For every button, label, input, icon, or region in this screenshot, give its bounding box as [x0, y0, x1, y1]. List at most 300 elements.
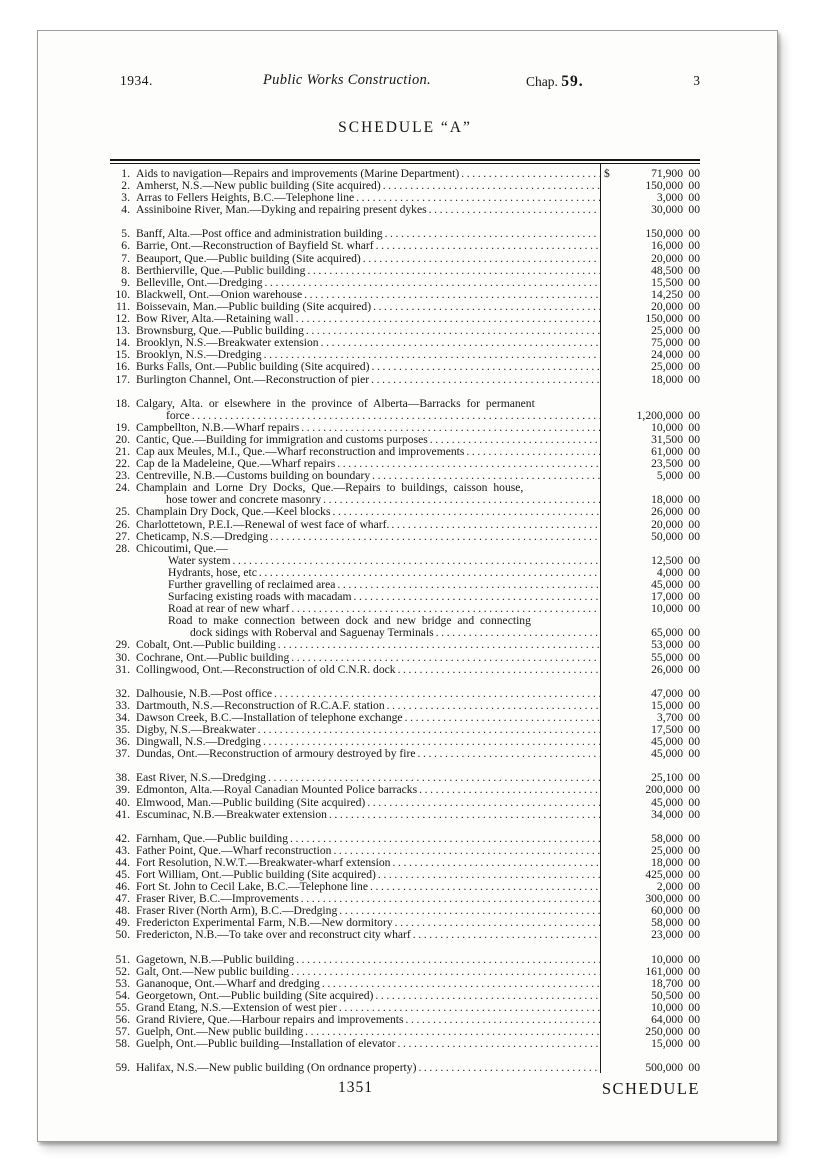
row-number: 21.	[115, 444, 130, 458]
row-cents: 00	[688, 578, 700, 591]
row-number: 36.	[115, 735, 130, 749]
table-row	[110, 591, 700, 603]
row-description-cell	[130, 398, 601, 410]
table-row	[110, 724, 700, 736]
row-amount: 300,000	[645, 892, 683, 906]
row-description-cell	[130, 470, 601, 482]
row-amount: 150,000	[645, 312, 683, 326]
dot-leader-icon	[392, 857, 600, 869]
row-amount: 45,000	[651, 735, 683, 749]
row-cents: 00	[688, 251, 700, 265]
row-amount: 25,000	[651, 324, 683, 338]
row-amount-cell	[601, 204, 700, 216]
table-row	[110, 579, 700, 591]
row-description-cell	[130, 374, 601, 386]
row-cents: 00	[688, 735, 700, 749]
row-number: 45.	[115, 867, 130, 881]
row-number: 56.	[115, 1013, 130, 1026]
dot-leader-icon	[383, 180, 600, 192]
row-amount-cell	[601, 1062, 700, 1074]
dot-leader-icon	[356, 192, 600, 204]
row-amount: 18,000	[651, 493, 683, 507]
row-amount-cell	[601, 978, 700, 990]
row-description-cell	[130, 1026, 601, 1038]
dot-leader-icon	[419, 784, 600, 796]
row-description-cell	[130, 615, 601, 627]
row-description-cell	[130, 446, 601, 458]
row-description-cell	[130, 917, 601, 929]
dot-leader-icon	[354, 591, 600, 603]
row-amount-cell	[601, 1038, 700, 1050]
row-cents: 00	[688, 723, 700, 737]
row-description: dock sidings with Roberval and Saguenay Terminals	[190, 627, 434, 640]
row-cents: 00	[688, 638, 700, 652]
row-number: 35.	[115, 723, 130, 737]
row-number: 6.	[121, 239, 130, 253]
dot-leader-icon	[429, 204, 600, 216]
dot-leader-icon	[385, 228, 600, 240]
dot-leader-icon	[398, 664, 600, 676]
row-cents: 00	[688, 892, 700, 906]
row-amount: 14,250	[651, 287, 683, 301]
row-cents: 00	[688, 747, 700, 761]
row-number: 57.	[115, 1025, 130, 1039]
row-number: 41.	[115, 807, 130, 821]
table-row	[110, 809, 700, 821]
row-description-cell	[130, 555, 601, 567]
row-description: Farnham, Que.—Public building	[136, 832, 288, 845]
row-number: 46.	[115, 880, 130, 894]
row-description: Banff, Alta.—Post office and administration building	[136, 228, 383, 241]
row-description: Dawson Creek, B.C.—Installation of telephone exchange	[136, 711, 403, 724]
row-cents: 00	[688, 698, 700, 712]
row-amount: 58,000	[651, 831, 683, 845]
table-row	[110, 228, 700, 240]
row-description: Cap aux Meules, M.I., Que.—Wharf reconstruction and improvements	[136, 445, 465, 458]
row-cents: 00	[688, 686, 700, 700]
row-description: hose tower and concrete masonry	[166, 494, 322, 507]
table-row	[110, 772, 700, 784]
row-description: East River, N.S.—Dredging	[136, 772, 266, 785]
row-amount: 30,000	[651, 203, 683, 217]
row-amount: 20,000	[651, 517, 683, 531]
row-description-cell	[130, 1038, 601, 1050]
row-cents: 00	[688, 916, 700, 930]
row-cents: 00	[688, 904, 700, 918]
row-description: Burks Falls, Ont.—Public building (Site acquired)	[136, 361, 370, 374]
row-amount: 17,000	[651, 590, 683, 604]
row-amount-cell	[601, 833, 700, 845]
row-description: Fredericton Experimental Farm, N.B.—New dormitory	[136, 917, 393, 930]
row-number: 39.	[115, 783, 130, 797]
row-amount: 18,000	[651, 372, 683, 386]
row-amount-cell	[601, 240, 700, 252]
dot-leader-icon	[291, 966, 600, 978]
row-cents: 00	[688, 348, 700, 362]
dot-leader-icon	[274, 688, 600, 700]
row-description-cell	[130, 240, 601, 252]
row-description: Guelph, Ont.—New public building	[136, 1026, 304, 1039]
dot-leader-icon	[301, 422, 600, 434]
table-row	[110, 966, 700, 978]
row-description-cell	[130, 748, 601, 760]
row-amount-cell	[601, 519, 700, 531]
row-description-cell	[130, 192, 601, 204]
table-row	[110, 482, 700, 494]
row-description: Cap de la Madeleine, Que.—Wharf repairs	[136, 458, 336, 471]
row-amount-cell	[601, 700, 700, 712]
dot-leader-icon	[391, 519, 600, 531]
row-cents: 00	[688, 432, 700, 446]
table-row	[110, 180, 700, 192]
row-description: Blackwell, Ont.—Onion warehouse	[136, 288, 303, 301]
row-description-cell	[130, 289, 601, 301]
row-cents: 00	[688, 275, 700, 289]
row-cents: 00	[688, 408, 700, 422]
dot-leader-icon	[305, 1026, 600, 1038]
row-description-cell	[130, 639, 601, 651]
row-description-cell	[130, 784, 601, 796]
row-amount-cell	[601, 265, 700, 277]
row-cents: 00	[688, 867, 700, 881]
table-row	[110, 700, 700, 712]
row-cents: 00	[688, 179, 700, 193]
row-amount: 250,000	[645, 1025, 683, 1039]
dot-leader-icon	[395, 917, 600, 929]
dot-leader-icon	[332, 506, 600, 518]
row-number: 26.	[115, 517, 130, 531]
dot-leader-icon	[375, 990, 600, 1002]
table-row	[110, 990, 700, 1002]
row-number: 22.	[115, 457, 130, 471]
dot-leader-icon	[278, 639, 600, 651]
table-row	[110, 543, 700, 555]
row-amount-cell	[601, 639, 700, 651]
row-number: 42.	[115, 831, 130, 845]
row-cents: 00	[688, 650, 700, 664]
table-row	[110, 615, 700, 627]
row-amount: 150,000	[645, 179, 683, 193]
table-row	[110, 567, 700, 579]
row-number: 50.	[115, 928, 130, 942]
row-description: Cheticamp, N.S.—Dredging	[136, 530, 269, 543]
dot-leader-icon	[323, 494, 600, 506]
dot-leader-icon	[405, 712, 600, 724]
row-description: Assiniboine River, Man.—Dyking and repairing present dykes	[136, 204, 427, 217]
dot-leader-icon	[373, 301, 600, 313]
table-row	[110, 652, 700, 664]
table-row	[110, 929, 700, 941]
table-row	[110, 905, 700, 917]
row-description: Dingwall, N.S.—Dredging	[136, 736, 261, 749]
row-number: 1.	[121, 167, 130, 180]
row-number: 43.	[115, 843, 130, 857]
row-description-cell	[130, 845, 601, 857]
row-number: 48.	[115, 904, 130, 918]
row-description: Cantic, Que.—Building for immigration and customs purposes	[136, 433, 428, 446]
row-cents: 00	[688, 783, 700, 797]
row-amount: 23,000	[651, 928, 683, 942]
row-description-cell	[130, 482, 601, 494]
header-running-title: Public Works Construction.	[263, 72, 431, 88]
dot-leader-icon	[339, 905, 600, 917]
row-amount-cell	[601, 458, 700, 470]
row-amount-cell	[601, 869, 700, 881]
row-description: Fort William, Ont.—Public building (Site acquired)	[136, 868, 376, 881]
row-description-cell	[130, 688, 601, 700]
row-description: Guelph, Ont.—Public building—Installation of elevator	[136, 1038, 396, 1051]
table-row	[110, 797, 700, 809]
dot-leader-icon	[296, 313, 600, 325]
row-amount-cell	[601, 470, 700, 482]
row-description: force	[166, 409, 190, 422]
row-number: 5.	[121, 227, 130, 241]
dot-leader-icon	[264, 349, 600, 361]
footer-catchword: SCHEDULE	[601, 1079, 700, 1099]
row-amount: 25,100	[651, 771, 683, 785]
row-amount-cell	[601, 361, 700, 373]
row-cents: 00	[688, 505, 700, 519]
row-description: Fraser River (North Arm), B.C.—Dredging	[136, 905, 338, 918]
row-cents: 00	[688, 203, 700, 217]
row-description-cell	[130, 458, 601, 470]
row-amount: 24,000	[651, 348, 683, 362]
row-description: Gananoque, Ont.—Wharf and dredging	[136, 977, 320, 990]
row-amount-cell	[601, 603, 700, 615]
row-number: 53.	[115, 976, 130, 990]
row-number: 59.	[115, 1061, 130, 1075]
row-amount: 55,000	[651, 650, 683, 664]
table-row	[110, 434, 700, 446]
table-row	[110, 627, 700, 639]
table-row	[110, 845, 700, 857]
dot-leader-icon	[268, 772, 600, 784]
row-amount: 10,000	[651, 420, 683, 434]
dot-leader-icon	[339, 1002, 600, 1014]
table-row	[110, 531, 700, 543]
row-description-cell	[130, 1002, 601, 1014]
row-cents: 00	[688, 843, 700, 857]
row-description-cell	[130, 712, 601, 724]
table-row	[110, 748, 700, 760]
row-cents: 00	[688, 964, 700, 978]
row-description-cell	[130, 410, 601, 422]
row-amount: 26,000	[651, 662, 683, 676]
row-description: Calgary, Alta. or elsewhere in the province of Alberta—Barracks for permanent	[136, 397, 535, 410]
table-row	[110, 833, 700, 845]
row-number: 37.	[115, 747, 130, 761]
row-description-cell	[130, 567, 601, 579]
table-row	[110, 555, 700, 567]
row-description: Galt, Ont.—New public building	[136, 965, 289, 978]
row-amount-cell	[601, 748, 700, 760]
table-row	[110, 639, 700, 651]
row-number: 16.	[115, 360, 130, 374]
row-description-cell	[130, 627, 601, 639]
row-amount-cell	[601, 531, 700, 543]
row-cents: 00	[688, 855, 700, 869]
row-description: Boissevain, Man.—Public building (Site acquired)	[136, 300, 372, 313]
row-description: Brooklyn, N.S.—Breakwater extension	[136, 337, 319, 350]
row-amount: 31,500	[651, 432, 683, 446]
row-description-cell	[130, 579, 601, 591]
row-description: Collingwood, Ont.—Reconstruction of old C.N.R. dock	[136, 663, 396, 676]
row-description: Amherst, N.S.—New public building (Site acquired)	[136, 180, 381, 193]
row-description-cell	[130, 652, 601, 664]
table-row	[110, 1002, 700, 1014]
row-number: 20.	[115, 432, 130, 446]
table-row	[110, 265, 700, 277]
row-description: Father Point, Que.—Wharf reconstruction	[136, 844, 332, 857]
row-number: 13.	[115, 324, 130, 338]
row-description: Barrie, Ont.—Reconstruction of Bayfield St. wharf	[136, 240, 374, 253]
dot-leader-icon	[413, 929, 600, 941]
row-description-cell	[130, 301, 601, 313]
dot-leader-icon	[367, 797, 600, 809]
dot-leader-icon	[296, 954, 600, 966]
dot-leader-icon	[387, 700, 600, 712]
dot-leader-icon	[333, 845, 600, 857]
row-number: 12.	[115, 312, 130, 326]
table-row	[110, 1038, 700, 1050]
row-number: 44.	[115, 855, 130, 869]
row-description-cell	[130, 361, 601, 373]
row-amount: 75,000	[651, 336, 683, 350]
row-cents: 00	[688, 336, 700, 350]
row-amount-cell	[601, 410, 700, 422]
row-description-cell	[130, 929, 601, 941]
table-row	[110, 869, 700, 881]
dot-leader-icon	[322, 978, 600, 990]
row-amount-cell	[601, 784, 700, 796]
row-amount: 161,000	[645, 964, 683, 978]
table-row	[110, 349, 700, 361]
row-cents: 00	[688, 976, 700, 990]
row-number: 30.	[115, 650, 130, 664]
row-cents: 00	[688, 710, 700, 724]
table-row	[110, 325, 700, 337]
row-cents: 00	[688, 928, 700, 942]
row-description-cell	[130, 531, 601, 543]
table-row	[110, 398, 700, 410]
table-row	[110, 253, 700, 265]
row-description-cell	[130, 277, 601, 289]
row-description-cell	[130, 833, 601, 845]
row-description-cell	[130, 180, 601, 192]
row-description: Aids to navigation—Repairs and improvements (Marine Department)	[136, 168, 460, 180]
amount-column-divider	[600, 164, 601, 1073]
row-amount: 10,000	[651, 952, 683, 966]
running-header	[110, 73, 700, 92]
row-description: Dalhousie, N.B.—Post office	[136, 687, 273, 700]
row-description: Edmonton, Alta.—Royal Canadian Mounted Police barracks	[136, 784, 418, 797]
row-amount: 1,200,000	[636, 408, 683, 422]
row-description: Road to make connection between dock and new bridge and connecting	[168, 615, 531, 628]
row-amount-cell	[601, 954, 700, 966]
dot-leader-icon	[406, 1014, 600, 1026]
row-amount-cell	[601, 966, 700, 978]
row-amount: 25,000	[651, 843, 683, 857]
table-row	[110, 313, 700, 325]
row-description: Fredericton, N.B.—To take over and reconstruct city wharf	[136, 929, 411, 942]
row-number: 31.	[115, 662, 130, 676]
row-cents: 00	[688, 662, 700, 676]
dot-leader-icon	[376, 240, 600, 252]
row-description: Fort Resolution, N.W.T.—Breakwater-wharf extension	[136, 856, 391, 869]
row-description: Gagetown, N.B.—Public building	[136, 953, 295, 966]
row-amount-cell	[601, 797, 700, 809]
dot-leader-icon	[371, 361, 600, 373]
table-row	[110, 881, 700, 893]
row-description: Champlain and Lorne Dry Docks, Que.—Repairs to buildings, caisson house,	[136, 482, 524, 495]
row-description: Digby, N.S.—Breakwater	[136, 724, 256, 737]
row-description: Dartmouth, N.S.—Reconstruction of R.C.A.F. station	[136, 699, 385, 712]
row-amount-cell	[601, 664, 700, 676]
row-amount: 50,500	[651, 988, 683, 1002]
row-description: Dundas, Ont.—Reconstruction of armoury destroyed by fire	[136, 748, 416, 761]
row-amount: 10,000	[651, 1000, 683, 1014]
row-amount: 3,700	[656, 710, 683, 724]
dot-leader-icon	[290, 833, 600, 845]
row-number: 54.	[115, 988, 130, 1002]
table-row	[110, 1062, 700, 1074]
row-cents: 00	[688, 517, 700, 531]
table-row	[110, 688, 700, 700]
table-row	[110, 337, 700, 349]
row-description-cell	[130, 736, 601, 748]
row-description: Cochrane, Ont.—Public building	[136, 651, 290, 664]
row-description-cell	[130, 978, 601, 990]
row-number: 4.	[121, 203, 130, 217]
row-description-cell	[130, 349, 601, 361]
row-amount-cell	[601, 374, 700, 386]
row-description-cell	[130, 809, 601, 821]
row-amount: 20,000	[651, 299, 683, 313]
row-amount: 23,500	[651, 457, 683, 471]
row-amount: 15,000	[651, 698, 683, 712]
table-row	[110, 240, 700, 252]
row-description-cell	[130, 204, 601, 216]
dot-leader-icon	[265, 277, 600, 289]
row-description-cell	[130, 434, 601, 446]
row-number: 47.	[115, 892, 130, 906]
table-row	[110, 917, 700, 929]
row-cents: 00	[688, 469, 700, 483]
row-number: 49.	[115, 916, 130, 930]
row-cents: 00	[688, 1061, 700, 1075]
row-cents: 00	[688, 602, 700, 616]
row-description-cell	[130, 1014, 601, 1026]
row-description-cell	[130, 422, 601, 434]
table-row	[110, 458, 700, 470]
dot-leader-icon	[306, 325, 600, 337]
table-row	[110, 954, 700, 966]
table-row	[110, 374, 700, 386]
row-cents: 00	[688, 771, 700, 785]
chapter-label: Chap.	[526, 74, 558, 89]
table-row	[110, 978, 700, 990]
row-description: Halifax, N.S.—New public building (On ordnance property)	[136, 1062, 417, 1075]
table-row	[110, 361, 700, 373]
row-cents: 00	[688, 1013, 700, 1026]
row-number: 11.	[115, 299, 130, 313]
dot-leader-icon	[301, 893, 600, 905]
row-description-cell	[130, 313, 601, 325]
table-row	[110, 736, 700, 748]
dot-leader-icon	[270, 531, 600, 543]
row-number: 32.	[115, 686, 130, 700]
row-description: Campbellton, N.B.—Wharf repairs	[136, 421, 300, 434]
